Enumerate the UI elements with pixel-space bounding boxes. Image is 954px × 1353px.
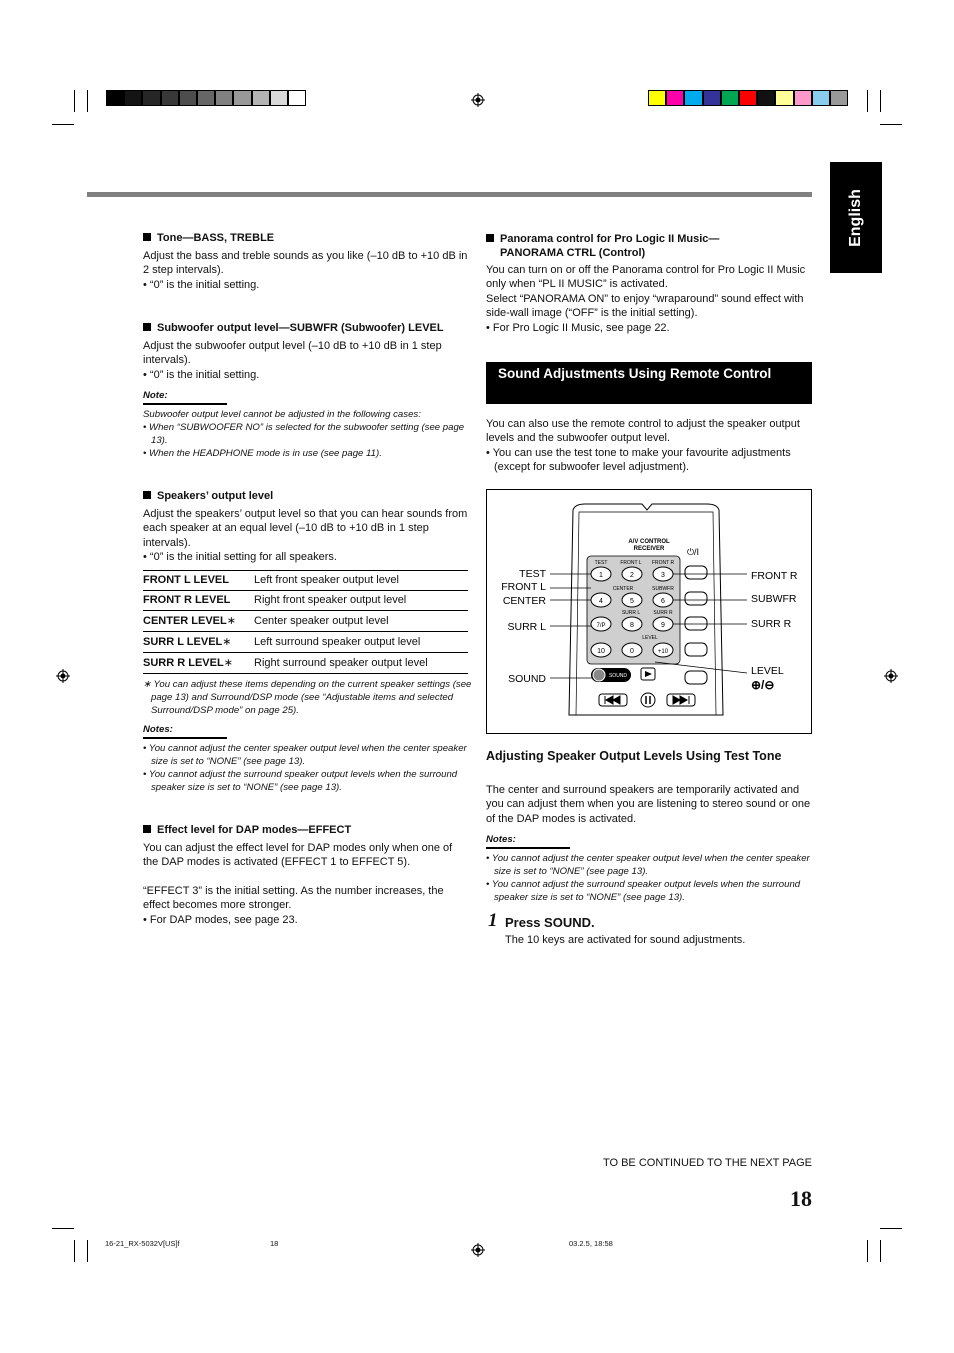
color-swatch xyxy=(703,90,721,106)
remote-control-diagram xyxy=(486,489,812,734)
speakers-bullet: • “0” is the initial setting for all speakers. xyxy=(143,551,337,563)
tone-heading: Tone—BASS, TREBLE xyxy=(143,232,274,244)
key-number: 2 xyxy=(630,572,634,579)
color-swatch xyxy=(739,90,757,106)
key-label: LEVEL xyxy=(642,635,658,641)
key-label: FRONT L xyxy=(620,560,642,566)
speakers-body: Adjust the speakers’ output level so that you can hear sounds from each speaker at an equal level (–10 dB to +10 dB in 1 step intervals). xyxy=(143,508,468,549)
language-tab-label: English xyxy=(847,188,864,247)
color-swatch xyxy=(270,90,288,106)
subwoofer-heading: Subwoofer output level—SUBWFR (Subwoofer) LEVEL xyxy=(143,322,444,334)
subwoofer-note-intro: Subwoofer output level cannot be adjusted in the following cases: xyxy=(143,409,421,420)
callout-front-r: FRONT R xyxy=(751,570,798,582)
callout-test: TEST xyxy=(519,568,546,580)
table-row xyxy=(143,632,468,653)
note-underline xyxy=(486,847,570,849)
crop-mark xyxy=(867,1240,868,1262)
header-rule xyxy=(87,192,812,197)
crop-mark xyxy=(880,1240,881,1262)
key-number: 9 xyxy=(661,622,665,629)
panorama-heading: Panorama control for Pro Logic II Music— PANORAMA CTRL (Control) xyxy=(486,232,719,260)
key-label: SURR R xyxy=(653,610,673,616)
table-row xyxy=(143,611,468,632)
crop-mark xyxy=(74,1240,75,1262)
speakers-heading: Speakers’ output level xyxy=(143,490,273,502)
crop-mark xyxy=(867,90,868,112)
key-number: 10 xyxy=(597,648,605,655)
level-item-name: CENTER LEVEL∗ xyxy=(143,611,254,632)
speakers-note-item: • You cannot adjust the surround speaker output levels when the surround speaker size is set to “NONE” (see page 13). xyxy=(143,769,458,793)
table-row xyxy=(143,571,468,591)
level-item-name: SURR R LEVEL∗ xyxy=(143,653,254,674)
callout-front-l: FRONT L xyxy=(501,581,546,593)
effect-body: You can adjust the effect level for DAP modes only when one of the DAP modes is activated (EFFECT 1 to EFFECT 5). xyxy=(143,842,453,869)
color-swatch xyxy=(684,90,702,106)
key-number: +10 xyxy=(657,649,669,655)
language-tab xyxy=(830,162,882,273)
callout-surr-r: SURR R xyxy=(751,618,792,630)
effect-bullet: • For DAP modes, see page 23. xyxy=(143,914,298,926)
footer-date: 03.2.5, 18:58 xyxy=(569,1239,613,1248)
effect-body: “EFFECT 3” is the initial setting. As the number increases, the effect becomes more stronger. xyxy=(143,885,444,912)
remote-intro: You can also use the remote control to adjust the speaker output levels and the subwoofer output level. xyxy=(486,418,800,445)
level-item-desc: Left front speaker output level xyxy=(254,571,468,591)
color-swatch xyxy=(830,90,848,106)
key-number: 7/P xyxy=(596,623,606,629)
panorama-body: Select “PANORAMA ON” to enjoy “wraparound” sound effect with side-wall image (“OFF” is the initial setting). xyxy=(486,293,804,320)
color-swatch xyxy=(775,90,793,106)
key-label: FRONT R xyxy=(651,560,675,566)
footer-file: 16-21_RX-5032V[US]f xyxy=(105,1239,180,1248)
table-row xyxy=(143,653,468,674)
crop-mark xyxy=(880,90,881,112)
crop-mark xyxy=(87,90,88,112)
key-label: SURR L xyxy=(621,610,641,616)
color-swatch xyxy=(233,90,251,106)
level-item-name: FRONT R LEVEL xyxy=(143,591,254,611)
adjust-notes xyxy=(486,852,812,904)
color-swatch xyxy=(142,90,160,106)
registration-mark-icon xyxy=(56,669,70,683)
key-label: CENTER xyxy=(612,586,634,592)
crop-mark xyxy=(87,1240,88,1262)
tone-bullet: • “0” is the initial setting. xyxy=(143,279,260,291)
step-title: Press SOUND. xyxy=(505,915,595,930)
callout-center: CENTER xyxy=(502,595,546,607)
section-banner: Sound Adjustments Using Remote Control xyxy=(486,362,812,404)
registration-mark-icon xyxy=(884,669,898,683)
panorama-bullet: • For Pro Logic II Music, see page 22. xyxy=(486,322,670,334)
remote-title: A/V CONTROL xyxy=(628,539,670,545)
subwoofer-note-item: • When “SUBWOOFER NO” is selected for the subwoofer setting (see page 13). xyxy=(143,422,465,446)
sound-key-label: SOUND xyxy=(608,673,628,679)
level-item-name: SURR L LEVEL∗ xyxy=(143,632,254,653)
adjust-body: The center and surround speakers are temporarily activated and you can adjust them when you are listening to stereo sound or one of the DAP modes is activated. xyxy=(486,784,811,825)
speakers-notes xyxy=(143,742,470,794)
adjust-heading: Adjusting Speaker Output Levels Using Test Tone xyxy=(486,749,782,763)
crop-mark xyxy=(880,124,902,125)
callout-surr-l: SURR L xyxy=(507,621,546,633)
speaker-level-table xyxy=(143,570,468,674)
color-swatch xyxy=(252,90,270,106)
power-icon: ⏻/I xyxy=(686,547,700,557)
level-item-desc: Center speaker output level xyxy=(254,611,468,632)
subwoofer-bullet: • “0” is the initial setting. xyxy=(143,369,260,381)
crop-mark xyxy=(52,124,74,125)
note-underline xyxy=(143,403,227,405)
remote-side-key[interactable] xyxy=(685,566,707,579)
key-number: 3 xyxy=(661,572,665,579)
subwoofer-note xyxy=(143,408,470,460)
registration-mark-icon xyxy=(471,93,485,107)
key-number: 6 xyxy=(661,598,665,605)
panorama-body: You can turn on or off the Panorama control for Pro Logic II Music only when “PL II MUSIC” is activated. xyxy=(486,264,806,291)
color-swatch xyxy=(812,90,830,106)
remote-side-key[interactable] xyxy=(685,643,707,656)
adjust-note-item: • You cannot adjust the surround speaker output levels when the surround speaker size is set to “NONE” (see page 13). xyxy=(486,879,801,903)
remote-side-key[interactable] xyxy=(685,617,707,630)
color-swatch xyxy=(106,90,124,106)
key-label: SUBWFR xyxy=(652,586,674,592)
color-swatch xyxy=(648,90,666,106)
subwoofer-body: Adjust the subwoofer output level (–10 dB to +10 dB in 1 step intervals). xyxy=(143,340,442,367)
subwoofer-note-title: Note: xyxy=(143,390,168,401)
color-swatch xyxy=(197,90,215,106)
adjust-note-item: • You cannot adjust the center speaker output level when the center speaker size is set to “NONE” (see page 13). xyxy=(486,853,810,877)
speakers-note-item: • You cannot adjust the center speaker output level when the center speaker size is set to “NONE” (see page 13). xyxy=(143,743,467,767)
callout-level: LEVEL xyxy=(751,665,784,677)
note-underline xyxy=(143,737,227,739)
color-swatch xyxy=(794,90,812,106)
key-number: 4 xyxy=(599,598,603,605)
table-row xyxy=(143,591,468,611)
key-number: 0 xyxy=(630,648,634,655)
page-number: 18 xyxy=(790,1186,812,1211)
step-body: The 10 keys are activated for sound adjustments. xyxy=(505,934,746,946)
remote-control-illustration xyxy=(487,490,811,733)
footer-page: 18 xyxy=(270,1239,279,1248)
key-number: 1 xyxy=(599,572,603,579)
adjust-notes-title: Notes: xyxy=(486,834,516,845)
color-swatch xyxy=(757,90,775,106)
crop-mark xyxy=(52,1228,74,1229)
color-swatch xyxy=(161,90,179,106)
color-swatch xyxy=(721,90,739,106)
key-number: 8 xyxy=(630,622,634,629)
remote-pause-button[interactable] xyxy=(641,693,655,707)
color-swatch xyxy=(288,90,306,106)
continued-note: TO BE CONTINUED TO THE NEXT PAGE xyxy=(602,1157,812,1169)
key-number: 5 xyxy=(630,598,634,605)
color-swatch xyxy=(666,90,684,106)
key-label: TEST xyxy=(594,560,608,566)
effect-heading: Effect level for DAP modes—EFFECT xyxy=(143,824,351,836)
level-item-desc: Left surround speaker output level xyxy=(254,632,468,653)
speakers-notes-title: Notes: xyxy=(143,724,173,735)
registration-mark-icon xyxy=(471,1243,485,1257)
callout-subwfr: SUBWFR xyxy=(751,593,797,605)
remote-intro-bullet: • You can use the test tone to make your favourite adjustments (except for subwoofer level adjustment). xyxy=(486,447,791,474)
level-item-desc: Right front speaker output level xyxy=(254,591,468,611)
color-swatch xyxy=(124,90,142,106)
speakers-footnote: ∗ You can adjust these items depending on the current speaker settings (see page 13) and Surround/DSP mode (see “Adjustable items and selected Surround/DSP mode” on page 25). xyxy=(143,679,472,716)
step-number: 1 xyxy=(488,910,498,931)
level-item-desc: Right surround speaker output level xyxy=(254,653,468,674)
level-plus-minus-icon: ⊕/⊖ xyxy=(751,678,775,692)
color-swatch xyxy=(215,90,233,106)
tone-body: Adjust the bass and treble sounds as you like (–10 dB to +10 dB in 2 step intervals). xyxy=(143,250,468,277)
crop-mark xyxy=(880,1228,902,1229)
color-swatch xyxy=(179,90,197,106)
remote-title: RECEIVER xyxy=(633,546,665,552)
remote-side-key[interactable] xyxy=(685,671,707,684)
subwoofer-note-item: • When the HEADPHONE mode is in use (see page 11). xyxy=(143,448,382,459)
callout-sound: SOUND xyxy=(508,673,546,685)
remote-side-key[interactable] xyxy=(685,592,707,605)
crop-mark xyxy=(74,90,75,112)
level-item-name: FRONT L LEVEL xyxy=(143,571,254,591)
